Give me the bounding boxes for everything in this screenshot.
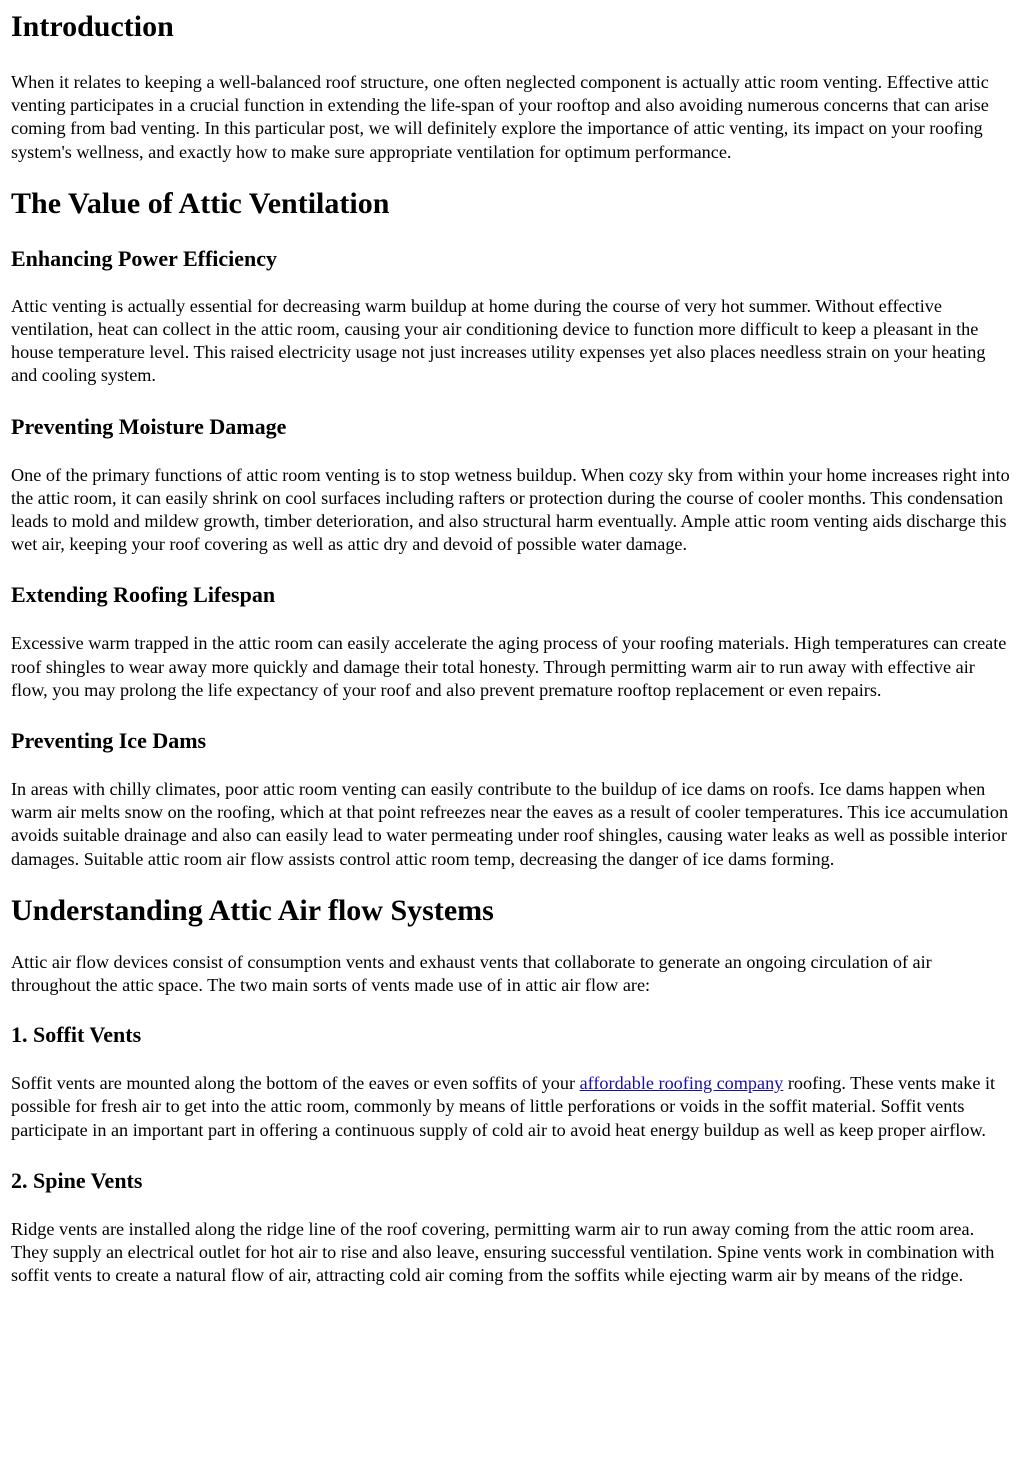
introduction-heading: Introduction (11, 10, 174, 43)
introduction-paragraph: When it relates to keeping a well-balanced roof structure, one often neglected component is actually attic room venting. Effective attic venting participates in a crucial function in extending the life-span of your rooftop and also avoiding numerous concerns that can arise coming from bad venting. In this particular post, we will definitely explore the importance of attic venting, its impact on your roofing system's wellness, and exactly how to make sure appropriate ventilation for optimum performance. (11, 72, 989, 162)
enhancing-power-efficiency-heading: Enhancing Power Efficiency (11, 245, 278, 271)
preventing-ice-dams-paragraph: In areas with chilly climates, poor attic room venting can easily contribute to the buildup of ice dams on roofs. Ice dams happen when warm air melts snow on the roofing, which at that point refreezes near the eaves as a result of cooler temperatures. This ice accumulation avoids suitable drainage and also can easily lead to water permeating under roof shingles, causing water leaks as well as possible interior damages. Suitable attic room air flow assists control attic room temp, decreasing the danger of ice dams forming. (11, 779, 1009, 869)
understanding-attic-air-flow-systems-heading: Understanding Attic Air flow Systems (11, 893, 494, 927)
soffit-vents-paragraph (11, 1072, 1013, 1142)
soffit-text-after-link: roofing. These vents make it possible for fresh air to get into the attic room, commonly by means of little perforations or voids in the soffit material. Soffit vents participate in an important part in offering a continuous supply of cold air to avoid heat energy buildup as well as keep proper airflow. (11, 1073, 996, 1140)
extending-roofing-lifespan-paragraph: Excessive warm trapped in the attic room can easily accelerate the aging process of your roofing materials. High temperatures can create roof shingles to wear away more quickly and damage their total honesty. Through permitting warm air to run away with effective air flow, you may prolong the life expectancy of your roof and also prevent premature rooftop replacement or even repairs. (11, 633, 1007, 700)
spine-vents-heading: 2. Spine Vents (11, 1167, 143, 1193)
preventing-moisture-damage-heading: Preventing Moisture Damage (11, 413, 287, 439)
understanding-attic-air-flow-systems-paragraph: Attic air flow devices consist of consumption vents and exhaust vents that collaborate to generate an ongoing circulation of air throughout the attic space. The two main sorts of vents made use of in attic air flow are: (11, 951, 932, 996)
affordable-roofing-company-link[interactable]: affordable roofing company (579, 1073, 784, 1094)
enhancing-power-efficiency-paragraph: Attic venting is actually essential for decreasing warm buildup at home during the course of very hot summer. Without effective ventilation, heat can collect in the attic room, causing your air conditioning device to function more difficult to keep a pleasant in the house temperature level. This raised electricity usage not just increases utility expenses yet also places needless strain on your heating and cooling system. (11, 295, 986, 386)
preventing-ice-dams-heading: Preventing Ice Dams (11, 728, 207, 754)
spine-vents-paragraph: Ridge vents are installed along the ridge line of the roof covering, permitting warm air to run away coming from the attic room area. They supply an electrical outlet for hot air to rise and also leave, ensuring successful ventilation. Spine vents work in combination with soffit vents to create a natural flow of air, attracting cold air coming from the soffits while ejecting warm air by means of the ridge. (11, 1218, 995, 1286)
article (0, 10, 1024, 1287)
extending-roofing-lifespan-heading: Extending Roofing Lifespan (11, 582, 276, 608)
value-of-attic-ventilation-heading: The Value of Attic Ventilation (11, 186, 390, 220)
preventing-moisture-damage-paragraph: One of the primary functions of attic room venting is to stop wetness buildup. When cozy sky from within your home increases right into the attic room, it can easily shrink on cool surfaces including rafters or protection during the course of cooler months. This condensation leads to mold and mildew growth, timber deterioration, and also structural harm eventually. Ample attic room venting aids discharge this wet air, keeping your roof covering as well as attic dry and devoid of possible water damage. (11, 464, 1010, 555)
soffit-text-before-link: Soffit vents are mounted along the bottom of the eaves or even soffits of your (11, 1073, 580, 1094)
soffit-vents-heading: 1. Soffit Vents (11, 1022, 142, 1048)
